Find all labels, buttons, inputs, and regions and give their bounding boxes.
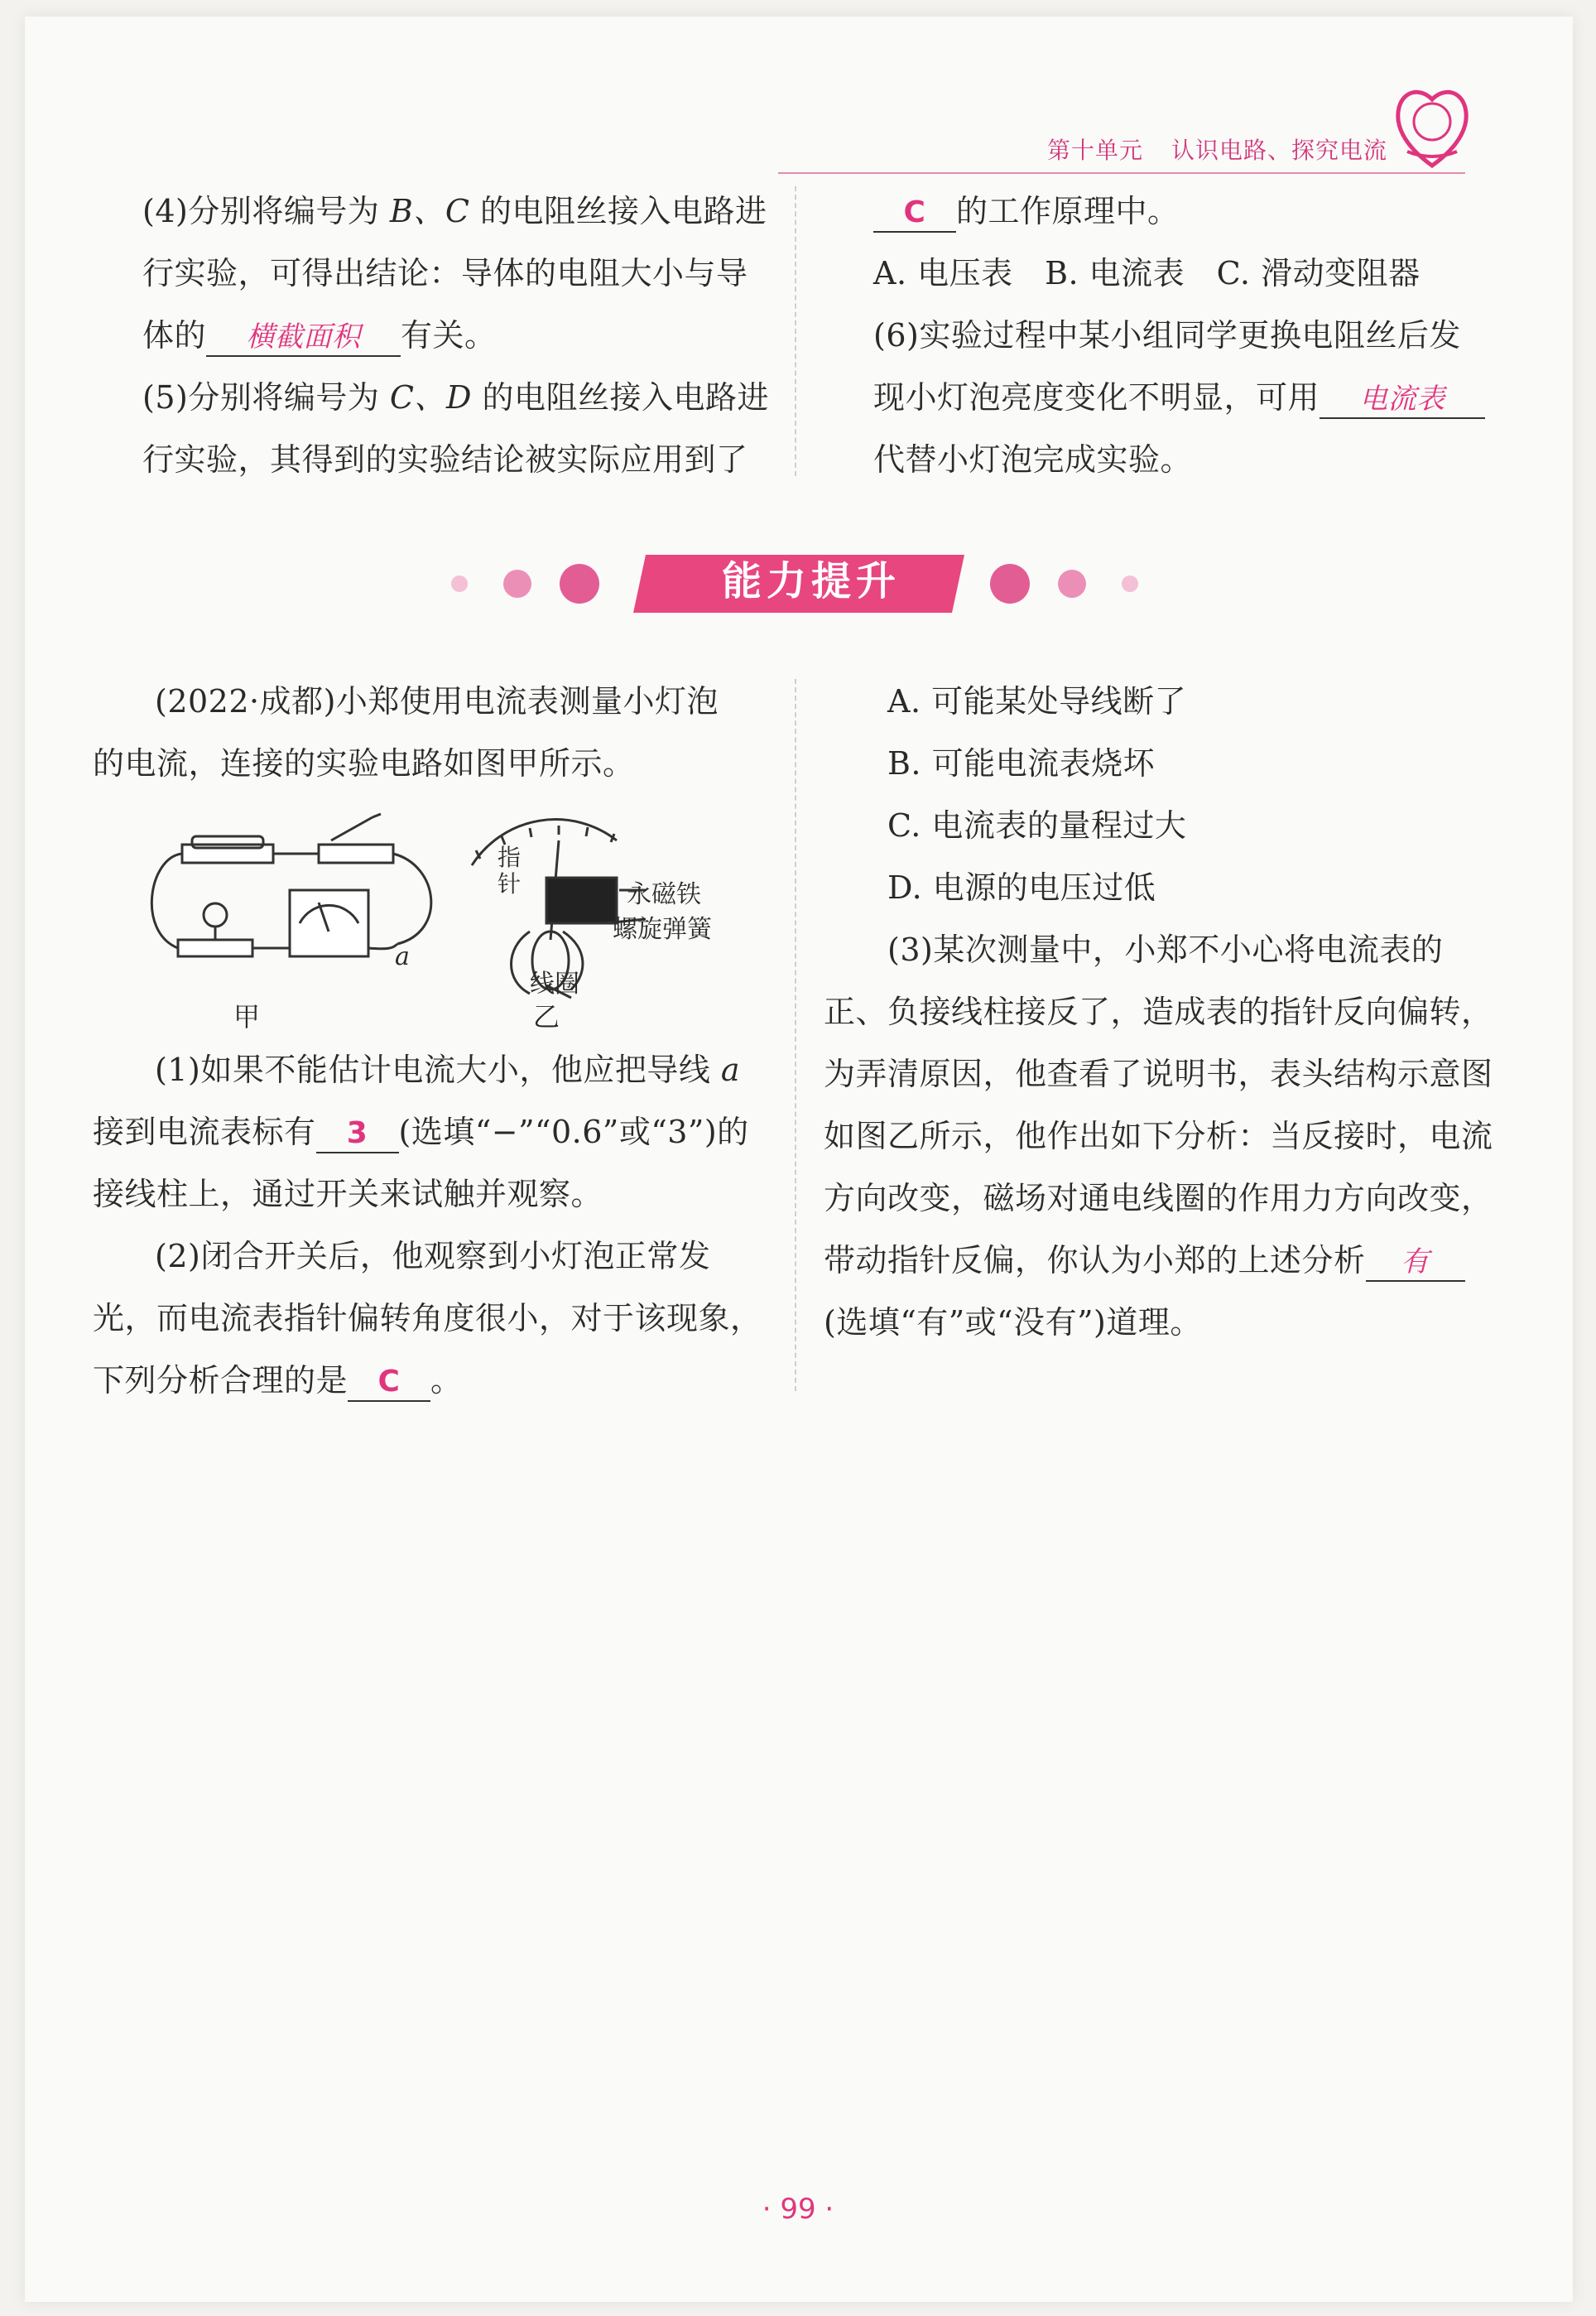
text-line: (3)某次测量中，小郑不小心将电流表的 bbox=[887, 932, 1444, 968]
unit-title: 认识电路、探究电流 bbox=[1171, 137, 1388, 164]
text-line: (2)闭合开关后，他观察到小灯泡正常发 bbox=[155, 1238, 711, 1274]
figure-label-yi: 乙 bbox=[533, 1001, 560, 1033]
text-line: (6)实验过程中某小组同学更换电阻丝后发 bbox=[873, 317, 1461, 354]
option-d: D. 电源的电压过低 bbox=[887, 869, 1156, 906]
text-line: 行实验，其得到的实验结论被实际应用到了 bbox=[142, 441, 748, 478]
text-line: A. 电压表 B. 电流表 C. 滑动变阻器 bbox=[873, 255, 1421, 291]
text-line: 接线柱上，通过开关来试触并观察。 bbox=[93, 1176, 603, 1212]
answer-letter: C bbox=[903, 195, 926, 229]
text-line: 为弄清原因，他查看了说明书，表头结构示意图 bbox=[824, 1056, 1493, 1092]
text-line: 的电流，连接的实验电路如图甲所示。 bbox=[93, 745, 635, 782]
text-line: 方向改变，磁场对通电线圈的作用力方向改变， bbox=[824, 1180, 1493, 1216]
text-line: 行实验，可得出结论：导体的电阻大小与导 bbox=[142, 255, 748, 291]
handwritten-answer: 电流表 bbox=[1359, 383, 1445, 416]
text-line: 如图乙所示，他作出如下分析：当反接时，电流 bbox=[824, 1118, 1493, 1154]
section-title: 能力提升 bbox=[721, 558, 901, 604]
bottom-left-intro bbox=[93, 671, 719, 795]
text-line: (1)如果不能估计电流大小，他应把导线 a bbox=[155, 1052, 741, 1088]
bottom-right-column bbox=[824, 671, 1493, 1354]
circuit-diagram-jia bbox=[151, 814, 430, 956]
label-magnet: 永磁铁 bbox=[627, 880, 701, 909]
figure-label-jia: 甲 bbox=[233, 1001, 261, 1033]
publisher-logo-icon bbox=[1391, 79, 1473, 170]
text-line: 下列分析合理的是 C 。 bbox=[93, 1350, 762, 1412]
label-a: a bbox=[395, 942, 410, 971]
text-line: C 的工作原理中。 bbox=[873, 181, 1485, 243]
answer-value: 3 bbox=[346, 1116, 368, 1150]
text-line: (选填“有”或“没有”)道理。 bbox=[824, 1304, 1202, 1341]
top-right-column bbox=[873, 181, 1485, 491]
unit-label: 第十单元 bbox=[1047, 137, 1144, 164]
text-line: 接到电流表标有 3 (选填“−”“0.6”或“3”)的 bbox=[93, 1101, 762, 1163]
text-line: (5)分别将编号为 C、D 的电阻丝接入电路进 bbox=[142, 379, 770, 416]
option-a: A. 可能某处导线断了 bbox=[887, 683, 1187, 720]
label-coil: 线圈 bbox=[530, 970, 579, 999]
label-spring: 螺旋弹簧 bbox=[613, 915, 712, 944]
text-line: (2022·成都)小郑使用电流表测量小灯泡 bbox=[155, 683, 719, 720]
answer-letter: C bbox=[377, 1365, 401, 1399]
text-line: 光，而电流表指针偏转角度很小，对于该现象， bbox=[93, 1300, 762, 1336]
text-line: 体的 横截面积 有关。 bbox=[142, 305, 769, 367]
top-left-column bbox=[142, 181, 769, 491]
option-c: C. 电流表的量程过大 bbox=[887, 807, 1187, 844]
option-b: B. 可能电流表烧坏 bbox=[887, 745, 1156, 782]
text-line: 正、负接线柱接反了，造成表的指针反向偏转， bbox=[824, 994, 1493, 1030]
header-rule bbox=[778, 172, 1465, 174]
handwritten-answer: 横截面积 bbox=[246, 320, 361, 354]
handwritten-answer: 有 bbox=[1401, 1245, 1430, 1278]
label-pointer: 指针 bbox=[498, 844, 522, 898]
bottom-left-questions bbox=[93, 1039, 762, 1412]
text-line: 代替小灯泡完成实验。 bbox=[873, 441, 1193, 478]
text-line: 现小灯泡亮度变化不明显，可用 电流表 bbox=[873, 367, 1485, 429]
column-divider-bottom bbox=[795, 679, 796, 1391]
text-line: (4)分别将编号为 B、C 的电阻丝接入电路进 bbox=[142, 193, 767, 229]
page-number: · 99 · bbox=[762, 2193, 834, 2226]
text-line: 带动指针反偏，你认为小郑的上述分析 有 bbox=[824, 1230, 1493, 1292]
column-divider-top bbox=[795, 186, 796, 476]
